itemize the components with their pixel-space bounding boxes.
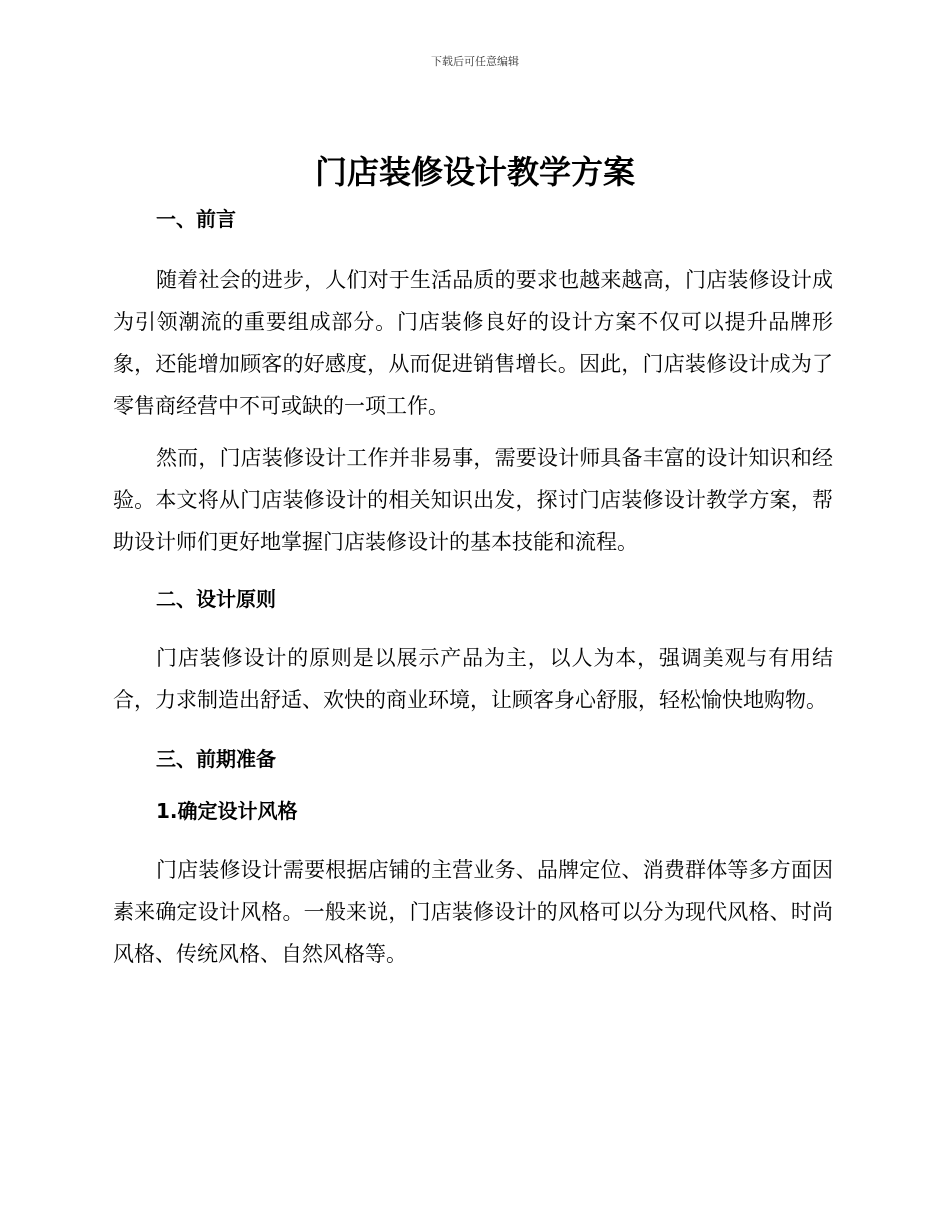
- paragraph: 门店装修设计需要根据店铺的主营业务、品牌定位、消费群体等多方面因素来确定设计风格。一般来说，门店装修设计的风格可以分为现代风格、时尚风格、传统风格、自然风格等。: [113, 858, 833, 966]
- paragraph: 随着社会的进步，人们对于生活品质的要求也越来越高，门店装修设计成为引领潮流的重要组成部分。门店装修良好的设计方案不仅可以提升品牌形象，还能增加顾客的好感度，从而促进销售增长。因此，门店装修设计成为了零售商经营中不可或缺的一项工作。: [113, 268, 833, 418]
- paragraph: 门店装修设计的原则是以展示产品为主，以人为本，强调美观与有用结合，力求制造出舒适、欢快的商业环境，让顾客身心舒服，轻松愉快地购物。: [113, 646, 833, 712]
- subsection-heading-style: 1.确定设计风格: [156, 799, 298, 823]
- header-note: 下载后可任意编辑: [431, 55, 519, 68]
- document-body: [113, 203, 833, 975]
- section-heading-preparation: 三、前期准备: [156, 747, 276, 771]
- paragraph: 然而，门店装修设计工作并非易事，需要设计师具备丰富的设计知识和经验。本文将从门店装修设计的相关知识出发，探讨门店装修设计教学方案，帮助设计师们更好地掌握门店装修设计的基本技能和流程。: [113, 446, 833, 554]
- document-title: 门店装修设计教学方案: [314, 153, 635, 191]
- section-heading-preface: 一、前言: [156, 207, 236, 231]
- section-heading-principles: 二、设计原则: [156, 587, 276, 611]
